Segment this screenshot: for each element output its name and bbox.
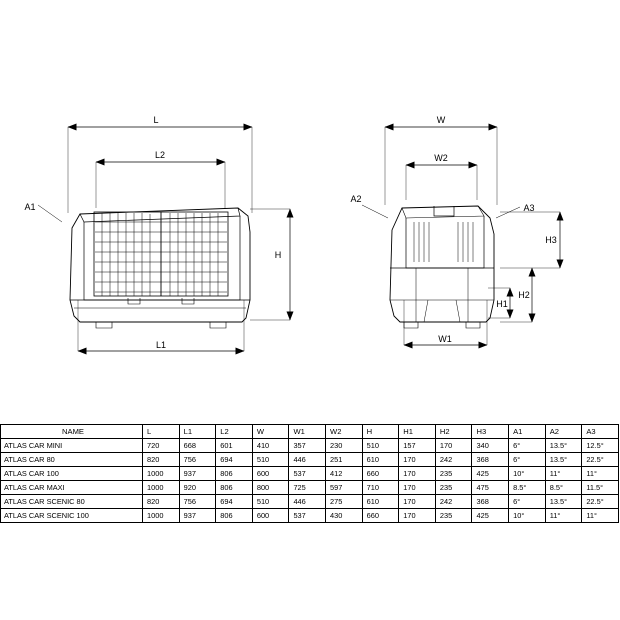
table-cell: 412 [326,467,363,481]
table-cell: 425 [472,509,509,523]
table-cell: 668 [179,439,216,453]
table-row [1,467,619,481]
dim-label-L1: L1 [155,340,167,350]
table-cell: 22.5° [582,495,619,509]
table-cell: 11° [582,467,619,481]
table-cell: 660 [362,467,399,481]
table-cell: 610 [362,453,399,467]
table-cell: 600 [252,509,289,523]
table-cell: 920 [179,481,216,495]
table-cell: 242 [435,453,472,467]
table-cell: 756 [179,453,216,467]
table-cell: 13.5° [545,453,582,467]
table-header-cell: H [362,425,399,439]
table-header-cell: H3 [472,425,509,439]
table-cell: 937 [179,467,216,481]
dim-label-A2: A2 [350,194,362,204]
table-cell: 601 [216,439,253,453]
table-cell: 725 [289,481,326,495]
table-cell: 6° [509,495,546,509]
table-cell: 8.5° [545,481,582,495]
table-cell: 806 [216,509,253,523]
table-cell: 235 [435,509,472,523]
table-cell: 170 [399,453,436,467]
table-cell-name: ATLAS CAR MINI [1,439,143,453]
table-cell: 10° [509,467,546,481]
table-cell: 694 [216,495,253,509]
table-cell: 446 [289,495,326,509]
table-cell: 710 [362,481,399,495]
table-header-cell: L2 [216,425,253,439]
dim-label-W: W [436,115,446,125]
table-cell: 242 [435,495,472,509]
table-header-row [1,425,619,439]
table-cell: 11° [545,467,582,481]
table-cell: 820 [143,495,180,509]
table-cell: 368 [472,453,509,467]
specification-table-wrapper [0,424,620,523]
table-cell: 170 [399,495,436,509]
table-cell: 430 [326,509,363,523]
dim-label-H: H [274,250,282,260]
dim-label-H3: H3 [545,235,557,245]
table-cell: 756 [179,495,216,509]
table-header-cell: A1 [509,425,546,439]
table-cell: 170 [399,481,436,495]
table-cell-name: ATLAS CAR SCENIC 100 [1,509,143,523]
table-cell: 1000 [143,467,180,481]
table-row [1,439,619,453]
table-cell: 11° [545,509,582,523]
table-cell: 8.5° [509,481,546,495]
dim-label-A3: A3 [523,203,535,213]
dim-label-W1: W1 [438,334,452,344]
table-cell: 800 [252,481,289,495]
table-cell-name: ATLAS CAR 100 [1,467,143,481]
table-header-cell: H1 [399,425,436,439]
table-cell: 1000 [143,481,180,495]
table-cell: 660 [362,509,399,523]
table-cell: 170 [399,509,436,523]
table-cell: 446 [289,453,326,467]
table-cell: 340 [472,439,509,453]
dim-label-H1: H1 [496,299,508,309]
table-cell: 12.5° [582,439,619,453]
table-cell: 806 [216,467,253,481]
table-cell: 368 [472,495,509,509]
table-row [1,495,619,509]
table-cell: 170 [435,439,472,453]
table-cell: 6° [509,439,546,453]
table-cell: 230 [326,439,363,453]
table-cell: 1000 [143,509,180,523]
table-cell: 6° [509,453,546,467]
table-cell: 235 [435,481,472,495]
table-header-cell: A3 [582,425,619,439]
table-cell: 820 [143,453,180,467]
table-cell: 13.5° [545,439,582,453]
table-header-cell: A2 [545,425,582,439]
dim-label-H2: H2 [518,290,530,300]
table-row [1,453,619,467]
table-cell: 597 [326,481,363,495]
table-cell: 157 [399,439,436,453]
table-cell: 22.5° [582,453,619,467]
table-cell: 251 [326,453,363,467]
table-cell: 10° [509,509,546,523]
table-cell: 600 [252,467,289,481]
table-cell: 475 [472,481,509,495]
table-cell: 235 [435,467,472,481]
table-header-cell: W1 [289,425,326,439]
table-cell: 937 [179,509,216,523]
table-cell: 537 [289,509,326,523]
table-cell: 357 [289,439,326,453]
table-cell: 610 [362,495,399,509]
table-cell: 13.5° [545,495,582,509]
table-cell: 410 [252,439,289,453]
table-cell: 537 [289,467,326,481]
table-cell: 806 [216,481,253,495]
dim-label-W2: W2 [434,153,448,163]
table-cell-name: ATLAS CAR 80 [1,453,143,467]
table-header-cell: L1 [179,425,216,439]
table-cell: 510 [252,453,289,467]
specification-table [0,424,619,523]
dim-label-L: L [153,115,159,125]
table-cell-name: ATLAS CAR MAXI [1,481,143,495]
table-cell-name: ATLAS CAR SCENIC 80 [1,495,143,509]
table-header-cell: NAME [1,425,143,439]
table-cell: 694 [216,453,253,467]
table-cell: 11° [582,509,619,523]
table-row [1,481,619,495]
table-cell: 425 [472,467,509,481]
table-cell: 11.5° [582,481,619,495]
table-row [1,509,619,523]
dim-label-L2: L2 [154,150,166,160]
table-header-cell: W [252,425,289,439]
table-cell: 510 [252,495,289,509]
dim-label-A1: A1 [24,202,36,212]
table-cell: 170 [399,467,436,481]
table-header-cell: H2 [435,425,472,439]
table-cell: 720 [143,439,180,453]
table-cell: 510 [362,439,399,453]
table-cell: 275 [326,495,363,509]
table-header-cell: L [143,425,180,439]
table-header-cell: W2 [326,425,363,439]
